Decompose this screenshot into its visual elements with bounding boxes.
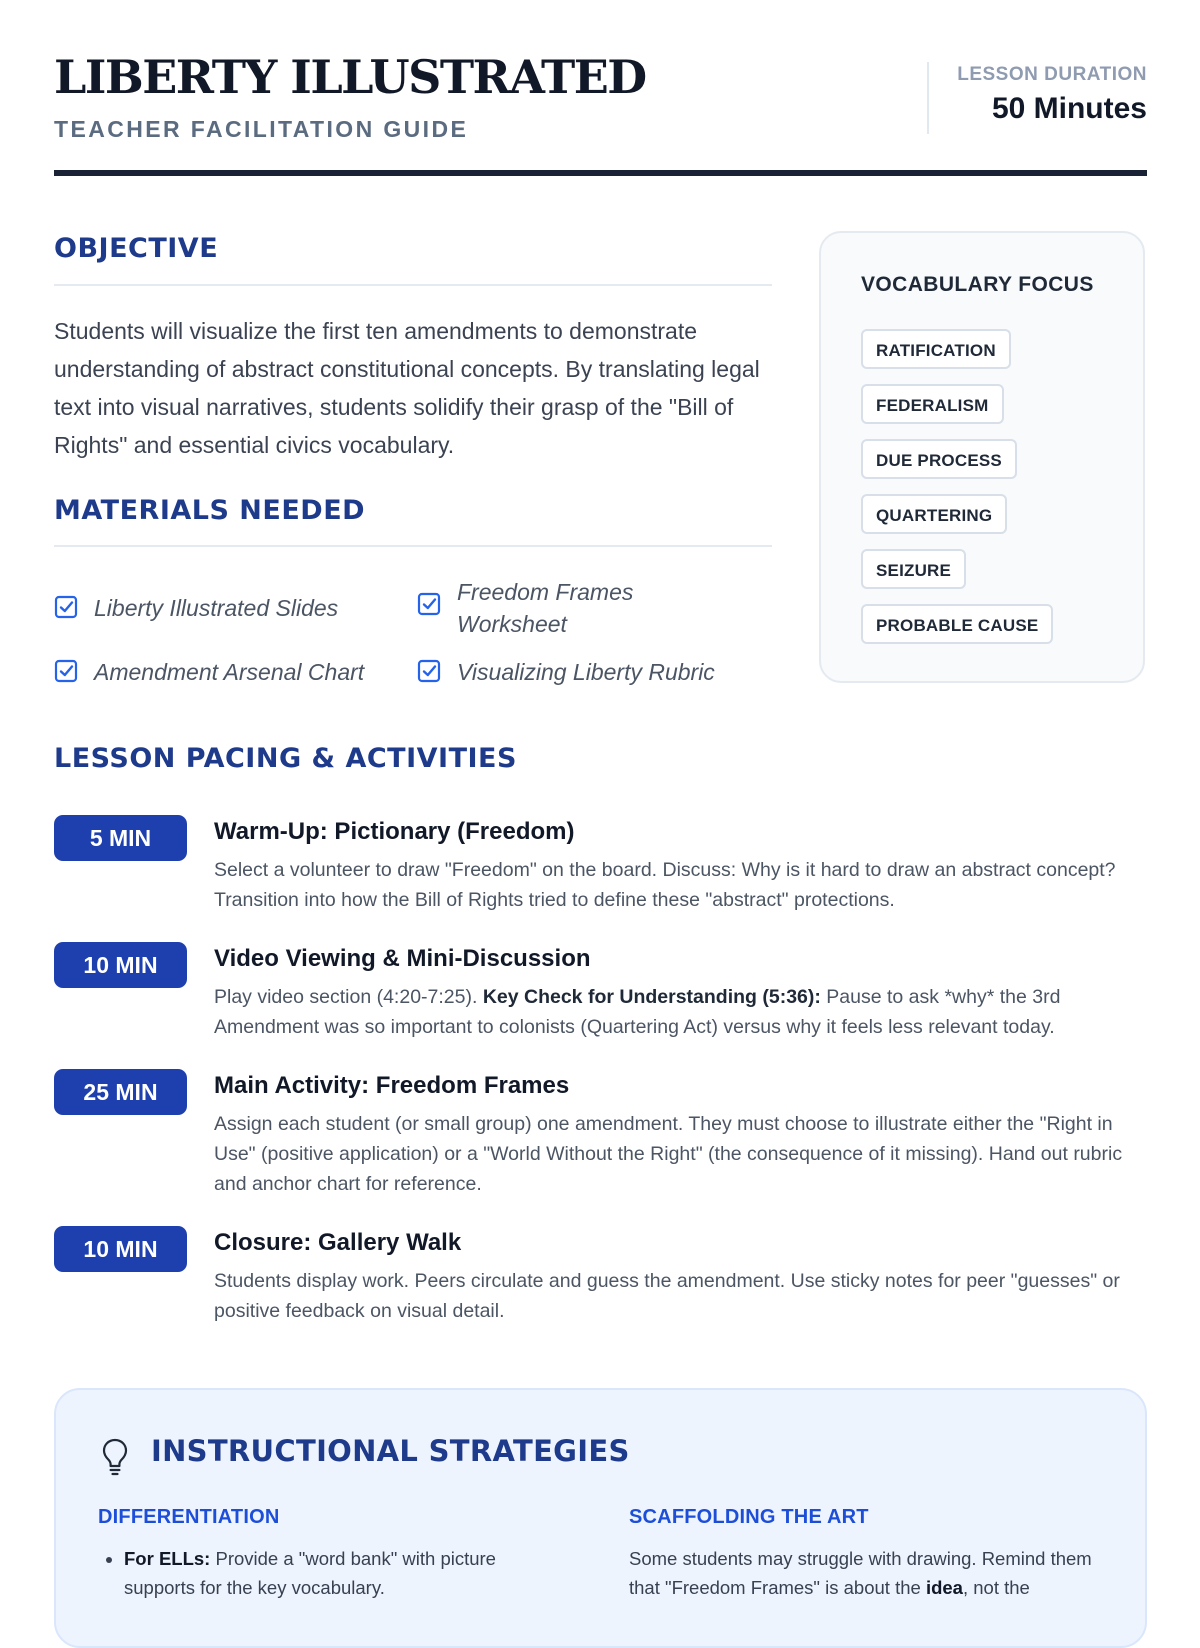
differentiation-item bbox=[124, 1544, 564, 1602]
vocabulary-tag: PROBABLE CAUSE bbox=[861, 604, 1053, 644]
scaffolding-text bbox=[629, 1544, 1109, 1602]
scaffolding-text-part: , not the bbox=[962, 1577, 1030, 1598]
time-badge: 10 MIN bbox=[54, 942, 187, 988]
materials-rule bbox=[54, 545, 772, 547]
objective-rule bbox=[54, 284, 772, 286]
time-badge: 25 MIN bbox=[54, 1069, 187, 1115]
checkbox-checked-icon bbox=[417, 659, 441, 683]
vocabulary-card bbox=[819, 231, 1145, 683]
checkbox-checked-icon bbox=[54, 659, 78, 683]
activity-title: Main Activity: Freedom Frames bbox=[214, 1072, 570, 1099]
vocabulary-title: VOCABULARY FOCUS bbox=[861, 273, 1094, 296]
activity-title: Video Viewing & Mini-Discussion bbox=[214, 945, 591, 972]
activity-description: Select a volunteer to draw "Freedom" on the board. Discuss: Why is it hard to draw an abstract concept? Transition into how the Bill of Rights tried to define these "abstract" protections. bbox=[214, 859, 1116, 911]
differentiation-heading: DIFFERENTIATION bbox=[98, 1506, 280, 1528]
lesson-duration-label: LESSON DURATION bbox=[957, 64, 1147, 85]
lesson-duration-value: 50 Minutes bbox=[991, 92, 1147, 125]
facilitation-guide-page bbox=[54, 0, 1147, 1600]
material-label: Liberty Illustrated Slides bbox=[94, 595, 339, 621]
vocabulary-tag: DUE PROCESS bbox=[861, 439, 1017, 479]
checkbox-checked-icon bbox=[54, 595, 78, 619]
material-label: Freedom Frames Worksheet bbox=[457, 579, 634, 637]
material-item bbox=[54, 592, 338, 624]
vocabulary-list bbox=[861, 329, 1053, 659]
material-item bbox=[417, 576, 657, 640]
lightbulb-icon bbox=[102, 1438, 128, 1476]
objective-heading: OBJECTIVE bbox=[54, 233, 219, 264]
vocabulary-tag: SEIZURE bbox=[861, 549, 966, 589]
material-label: Amendment Arsenal Chart bbox=[94, 659, 365, 685]
activity-title: Closure: Gallery Walk bbox=[214, 1229, 462, 1256]
differentiation-list bbox=[98, 1544, 564, 1602]
scaffolding-text-part: Some students may struggle with drawing. Remind them that "Freedom Frames" is about the bbox=[629, 1548, 1092, 1598]
materials-list bbox=[54, 572, 774, 692]
key-check-label: Key Check for Understanding (5:36): bbox=[482, 986, 821, 1008]
activity-description-text: Play video section (4:20-7:25). bbox=[214, 986, 483, 1008]
vocabulary-tag: FEDERALISM bbox=[861, 384, 1004, 424]
objective-text: Students will visualize the first ten amendments to demonstrate understanding of abstract constitutional concepts. By translating legal text into visual narratives, students solidify their grasp of the "Bill of Rights" and essential civics vocabulary. bbox=[54, 318, 760, 458]
material-item bbox=[54, 656, 364, 688]
time-badge: 5 MIN bbox=[54, 815, 187, 861]
header-rule bbox=[54, 170, 1147, 176]
scaffolding-heading: SCAFFOLDING THE ART bbox=[629, 1506, 869, 1528]
checkbox-checked-icon bbox=[417, 592, 441, 616]
strategies-heading: INSTRUCTIONAL STRATEGIES bbox=[151, 1434, 630, 1468]
pacing-heading: LESSON PACING & ACTIVITIES bbox=[54, 743, 517, 774]
document-title: LIBERTY ILLUSTRATED bbox=[54, 50, 646, 104]
differentiation-item-label: For ELLs: bbox=[124, 1548, 211, 1569]
activity-description-text: Pause to ask *why* the 3rd Amendment was so important to colonists (Quartering Act) versus why it feels less relevant today. bbox=[214, 986, 1061, 1038]
pacing-activity bbox=[54, 942, 1147, 1042]
scaffolding-emphasis: idea bbox=[925, 1577, 963, 1598]
instructional-strategies-panel bbox=[54, 1388, 1147, 1648]
activity-description: Students display work. Peers circulate and guess the amendment. Use sticky notes for peer "guesses" or positive feedback on visual detail. bbox=[214, 1270, 1120, 1322]
document-subtitle: TEACHER FACILITATION GUIDE bbox=[54, 116, 469, 142]
materials-heading: MATERIALS NEEDED bbox=[54, 495, 366, 526]
activity-description: Assign each student (or small group) one amendment. They must choose to illustrate either the "Right in Use" (positive application) or a "World Without the Right" (the consequence of it missing). Hand out rubric and anchor chart for reference. bbox=[214, 1113, 1123, 1195]
vocabulary-tag: QUARTERING bbox=[861, 494, 1007, 534]
activity-description bbox=[214, 982, 1147, 1042]
activity-title: Warm-Up: Pictionary (Freedom) bbox=[214, 818, 575, 845]
differentiation-item-text: Provide a "word bank" with picture supports for the key vocabulary. bbox=[124, 1548, 496, 1598]
time-badge: 10 MIN bbox=[54, 1226, 187, 1272]
vocabulary-tag: RATIFICATION bbox=[861, 329, 1011, 369]
guide-header bbox=[54, 52, 1147, 177]
header-divider bbox=[927, 62, 929, 134]
material-item bbox=[417, 656, 715, 688]
pacing-activity bbox=[54, 1226, 1147, 1326]
material-label: Visualizing Liberty Rubric bbox=[457, 659, 715, 685]
pacing-activity bbox=[54, 1069, 1147, 1199]
pacing-activity bbox=[54, 815, 1147, 915]
